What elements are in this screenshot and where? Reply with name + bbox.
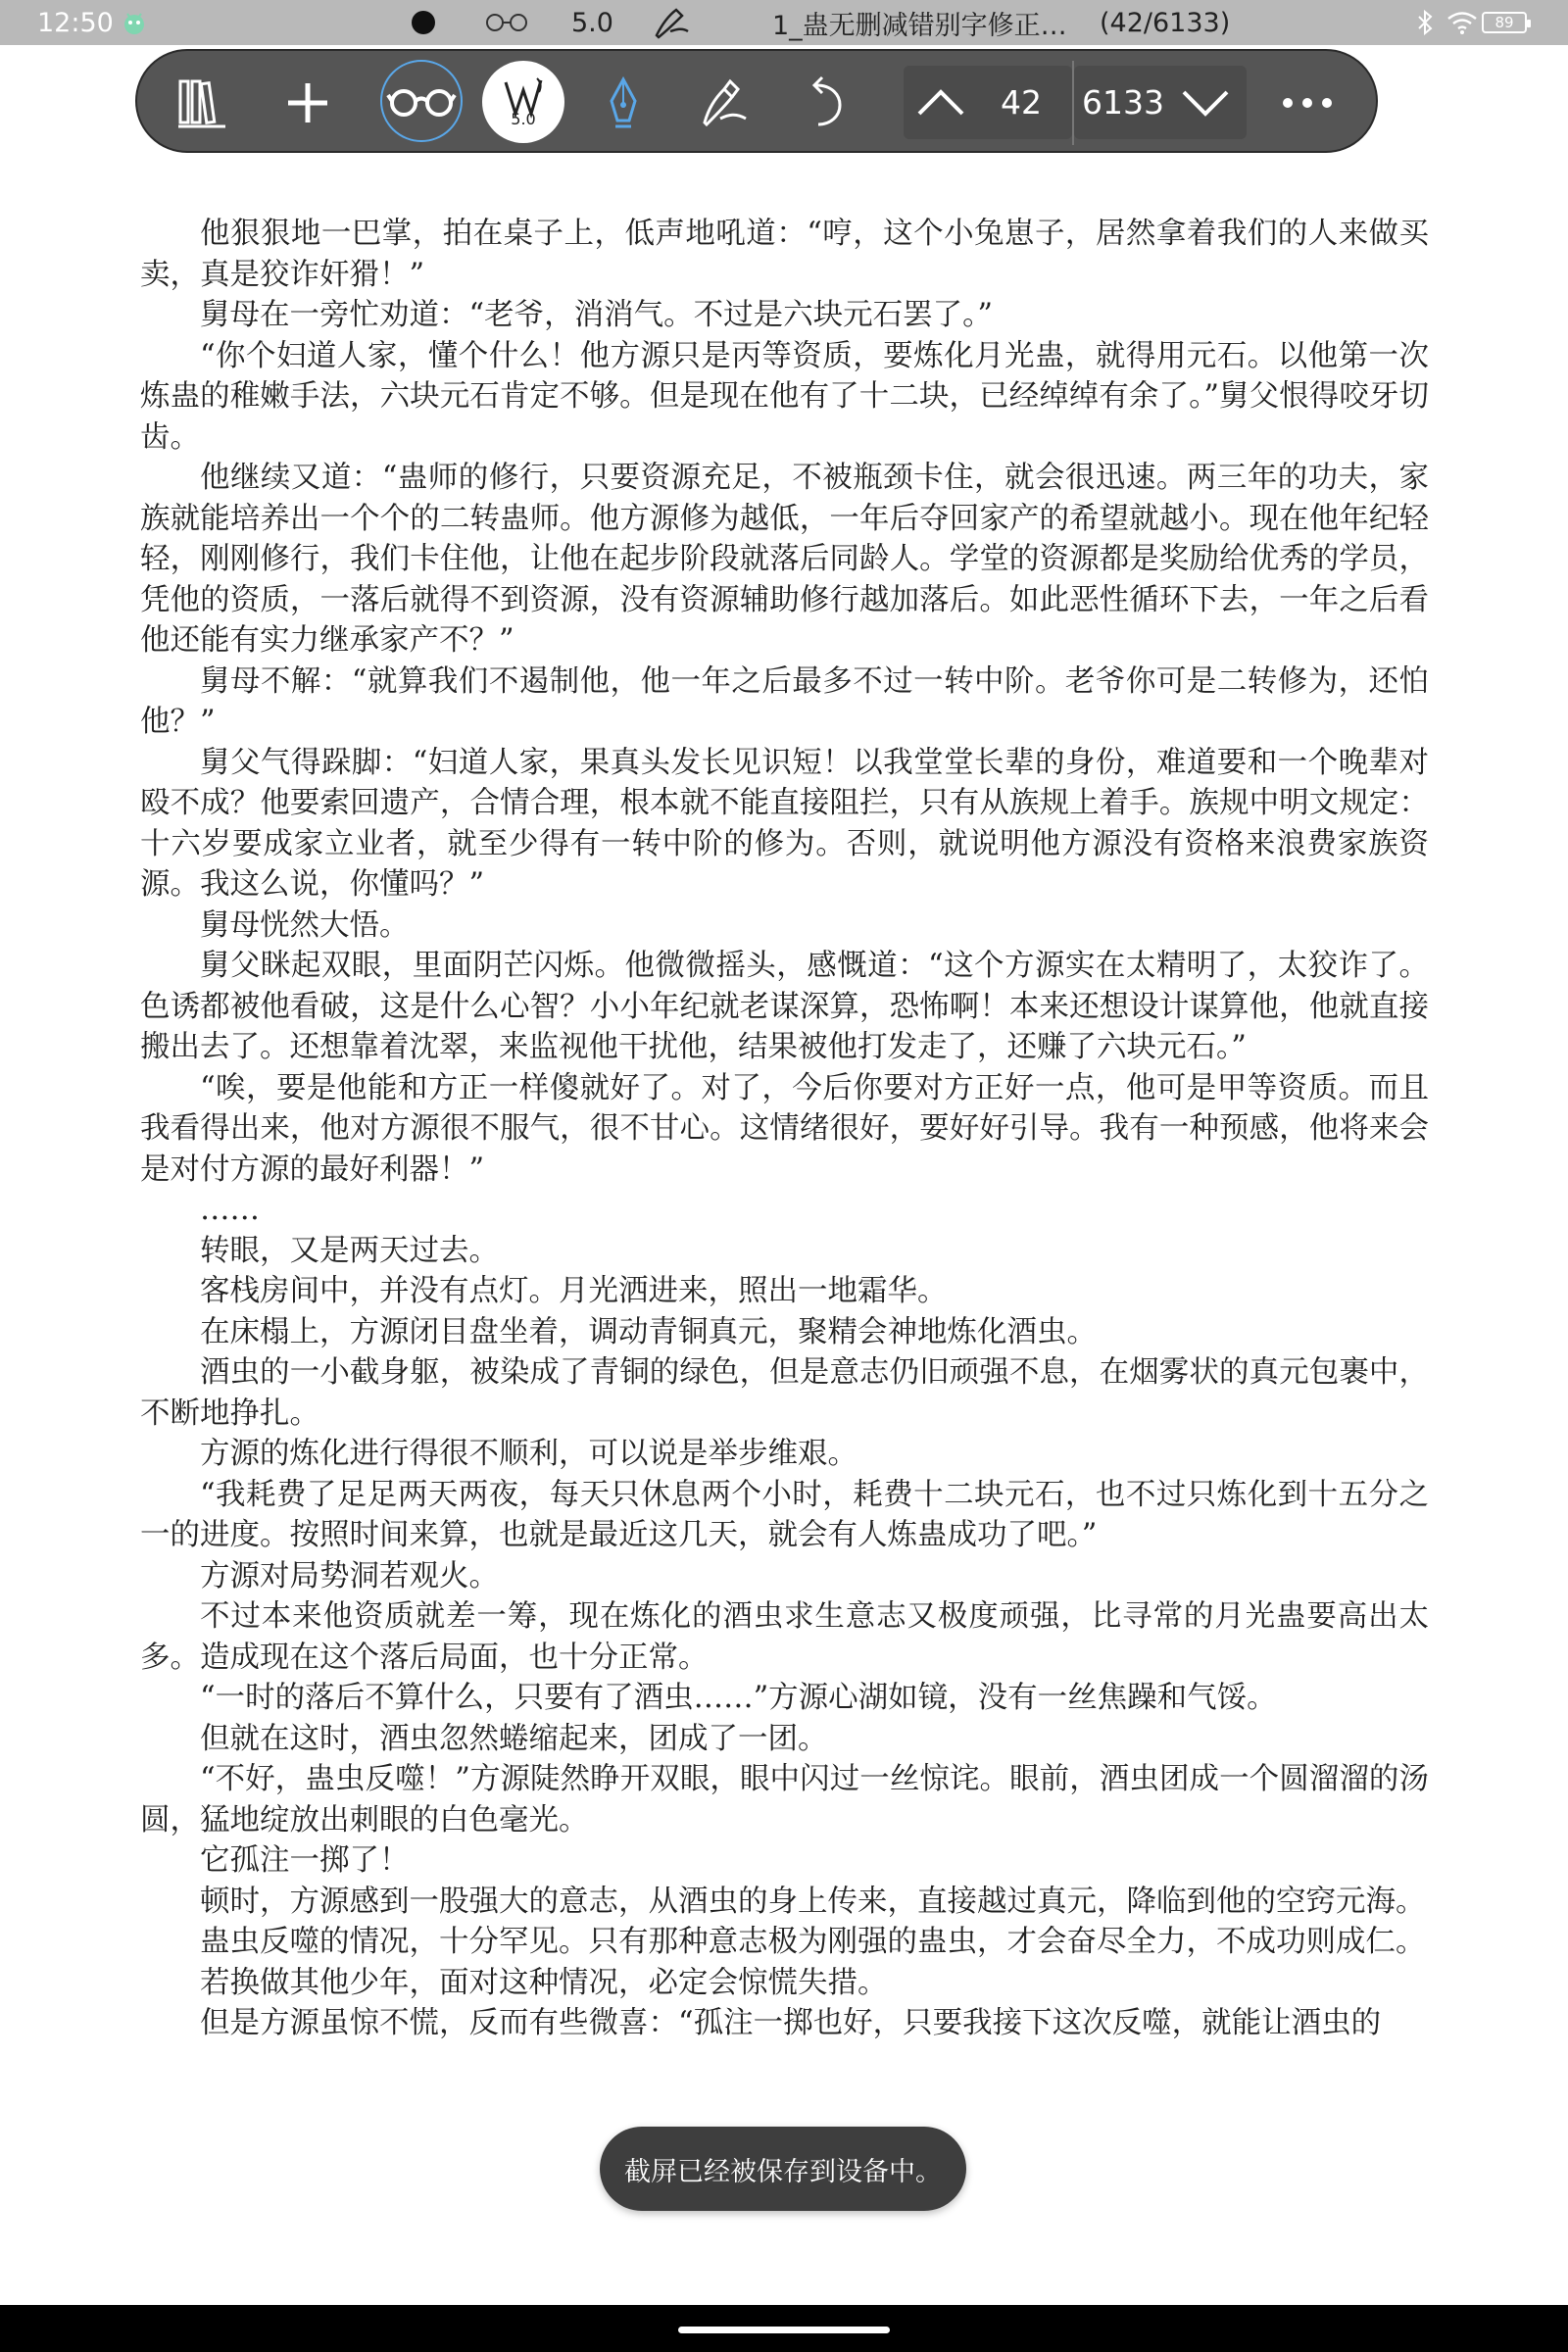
library-button[interactable] bbox=[172, 74, 231, 132]
paragraph: …… bbox=[200, 1193, 260, 1227]
status-zoom-value: 5.0 bbox=[571, 7, 613, 38]
chevron-up-icon bbox=[915, 88, 966, 118]
paragraph: 舅父眯起双眼，里面阴芒闪烁。他微微摇头，感慨道：“这个方源实在太精明了，太狡诈了。色诱都被他看破，这是什么心智？小小年纪就老谋深算，恐怖啊！本来还想设计谋算他，他就直接搬出去了。还想靠着沈翠，来监视他干扰他，结果被他打发走了，还赚了六块元石。” bbox=[140, 949, 1429, 1064]
paragraph: “你个妇道人家，懂个什么！他方源只是丙等资质，要炼化月光蛊，就得用元石。以他第一次炼蛊的稚嫩手法，六块元石肯定不够。但是现在他有了十二块，已经绰绰有余了。”舅父恨得咬牙切齿。 bbox=[140, 338, 1429, 455]
status-doc-title: 1_蛊无删减错别字修正… bbox=[772, 10, 1067, 41]
page-down-button[interactable] bbox=[1180, 77, 1231, 128]
paragraph: 舅母不解：“就算我们不遏制他，他一年之后最多不过一转中阶。老爷你可是二转修为，还怕他？” bbox=[140, 663, 1429, 739]
paragraph: 它孤注一掷了！ bbox=[200, 1843, 410, 1878]
home-gesture-bar[interactable] bbox=[678, 2327, 890, 2333]
chevron-down-icon bbox=[1180, 88, 1231, 118]
status-bar bbox=[0, 0, 1568, 45]
reader-toolbar bbox=[135, 49, 1378, 153]
paragraph: 舅父气得跺脚：“妇道人家，果真头发长见识短！以我堂堂长辈的身份，难道要和一个晚辈对殴不成？他要索回遗产，合情合理，根本就不能直接阻拦，只有从族规上着手。族规中明文规定：十六岁要成家立业者，就至少得有一转中阶的修为。否则，就说明他方源没有资格来浪费家族资源。我这么说，你懂吗？” bbox=[140, 745, 1429, 902]
screenshot-saved-toast: 截屏已经被保存到设备中。 bbox=[600, 2127, 966, 2211]
paragraph: 若换做其他少年，面对这种情况，必定会惊慌失措。 bbox=[200, 1965, 888, 2000]
status-time: 12:50 bbox=[37, 7, 114, 38]
paragraph: 顿时，方源感到一股强大的意志，从酒虫的身上传来，直接越过真元，降临到他的空窍元海。 bbox=[200, 1884, 1426, 1919]
paragraph: 他狠狠地一巴掌，拍在桌子上，低声地吼道：“哼，这个小兔崽子，居然拿着我们的人来做买卖，真是狡诈奸猾！” bbox=[140, 217, 1429, 292]
paragraph: 转眼，又是两天过去。 bbox=[200, 1233, 499, 1268]
handwriting-small-icon bbox=[653, 0, 692, 45]
pen-tool-button[interactable] bbox=[594, 74, 653, 132]
paragraph: “一时的落后不算什么，只要有了酒虫……”方源心湖如镜，没有一丝焦躁和气馁。 bbox=[200, 1681, 1277, 1715]
paragraph: “我耗费了足足两天两夜，每天只休息两个小时，耗费十二块元石，也不过只炼化到十五分之一的进度。按照时间来算，也就是最近这几天，就会有人炼蛊成功了吧。” bbox=[140, 1477, 1429, 1552]
undo-icon bbox=[803, 75, 848, 130]
paragraph: 但是方源虽惊不慌，反而有些微喜：“孤注一掷也好，只要我接下这次反噬，就能让酒虫的 bbox=[200, 2006, 1382, 2040]
android-bug-icon bbox=[122, 0, 147, 45]
bluetooth-icon bbox=[1416, 0, 1434, 45]
current-page[interactable]: 42 bbox=[1001, 83, 1042, 122]
reading-mode-button[interactable] bbox=[380, 60, 463, 142]
undo-button[interactable] bbox=[796, 74, 855, 132]
status-page-info: (42/6133) bbox=[1100, 7, 1231, 38]
wifi-icon bbox=[1446, 0, 1479, 45]
fountain-pen-icon bbox=[602, 75, 645, 130]
paragraph: 不过本来他资质就差一筹，现在炼化的酒虫求生意志又极度顽强，比寻常的月光蛊要高出太多。造成现在这个落后局面，也十分正常。 bbox=[140, 1599, 1429, 1675]
paragraph: “不好，蛊虫反噬！”方源陡然睁开双眼，眼中闪过一丝惊诧。眼前，酒虫团成一个圆溜溜的汤圆，猛地绽放出刺眼的白色毫光。 bbox=[140, 1762, 1429, 1838]
battery-level: 89 bbox=[1494, 14, 1514, 31]
pen-version-button[interactable] bbox=[482, 61, 564, 143]
plus-icon bbox=[282, 77, 333, 128]
system-nav-bar bbox=[0, 2305, 1568, 2352]
paragraph: 蛊虫反噬的情况，十分罕见。只有那种意志极为刚强的蛊虫，才会奋尽全力，不成功则成仁。 bbox=[200, 1925, 1426, 1959]
library-icon bbox=[174, 75, 229, 130]
glasses-small-icon bbox=[484, 0, 529, 45]
record-dot-icon bbox=[410, 0, 437, 45]
add-button[interactable] bbox=[278, 74, 337, 132]
total-pages[interactable]: 6133 bbox=[1082, 83, 1164, 122]
paragraph: 方源对局势洞若观火。 bbox=[200, 1558, 499, 1593]
pen-version-label: 5.0 bbox=[511, 109, 536, 128]
paragraph: 但就在这时，酒虫忽然蜷缩起来，团成了一团。 bbox=[200, 1721, 828, 1756]
paragraph: 在床榻上，方源闭目盘坐着，调动青铜真元，聚精会神地炼化酒虫。 bbox=[200, 1314, 1097, 1349]
paragraph: 客栈房间中，并没有点灯。月光洒进来，照出一地霜华。 bbox=[200, 1274, 948, 1308]
page-up-group bbox=[904, 66, 1072, 139]
paragraph: 酒虫的一小截身躯，被染成了青铜的绿色，但是意志仍旧顽强不息，在烟雾状的真元包裹中，不断地挣扎。 bbox=[140, 1355, 1429, 1431]
battery-icon bbox=[1482, 0, 1527, 45]
page-down-group bbox=[1074, 66, 1247, 139]
glasses-icon bbox=[386, 83, 457, 119]
signature-button[interactable] bbox=[696, 74, 755, 132]
reading-content[interactable] bbox=[140, 214, 1429, 2044]
paragraph: 他继续又道：“蛊师的修行，只要资源充足，不被瓶颈卡住，就会很迅速。两三年的功夫，家族就能培养出一个个的二转蛊师。他方源修为越低，一年后夺回家产的希望就越小。现在他年纪轻轻，刚刚修行，我们卡住他，让他在起步阶段就落后同龄人。学堂的资源都是奖励给优秀的学员，凭他的资质，一落后就得不到资源，没有资源辅助修行越加落后。如此恶性循环下去，一年之后看他还能有实力继承家产不？” bbox=[140, 461, 1429, 658]
paragraph: “唉，要是他能和方正一样傻就好了。对了，今后你要对方正好一点，他可是甲等资质。而且我看得出来，他对方源很不服气，很不甘心。这情绪很好，要好好引导。我有一种预感，他将来会是对付方源的最好利器！” bbox=[140, 1070, 1429, 1187]
paragraph: 舅母在一旁忙劝道：“老爷，消消气。不过是六块元石罢了。” bbox=[200, 298, 993, 332]
signature-icon bbox=[697, 75, 754, 130]
page-up-button[interactable] bbox=[915, 77, 966, 128]
paragraph: 舅母恍然大悟。 bbox=[200, 907, 410, 943]
more-button[interactable] bbox=[1278, 74, 1337, 132]
paragraph: 方源的炼化进行得很不顺利，可以说是举步维艰。 bbox=[200, 1437, 858, 1471]
more-dots-icon bbox=[1280, 96, 1335, 110]
